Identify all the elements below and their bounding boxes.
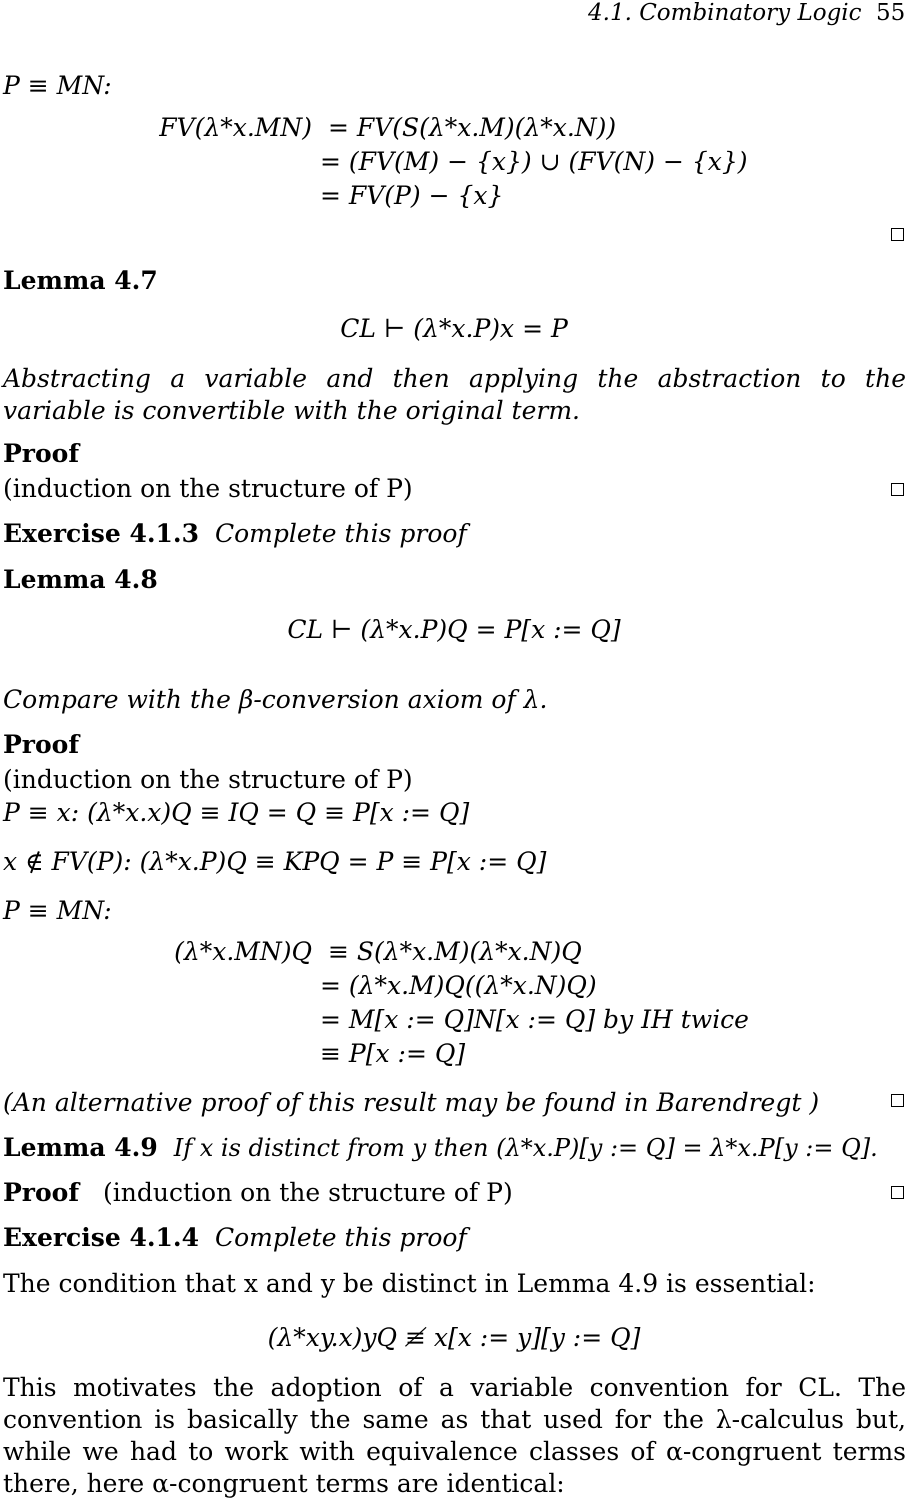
lemma-remark: (An alternative proof of this result may be found in Barendregt ) <box>3 1088 820 1117</box>
proof-line <box>3 1177 513 1209</box>
lemma-formula: CL ⊢ (λ*x.P)x = P <box>340 314 568 343</box>
qed-box <box>891 1094 904 1107</box>
proof-case: x ∉ FV(P): (λ*x.P)Q ≡ KPQ = P ≡ P[x := Q] <box>3 847 547 876</box>
closing-sentence: The condition that x and y be distinct in Lemma 4.9 is essential: <box>3 1269 816 1298</box>
exercise-text: Complete this proof <box>215 519 467 548</box>
lemma-heading: Lemma 4.8 <box>3 565 158 594</box>
exercise-414 <box>3 1222 467 1254</box>
proof-text: (induction on the structure of P) <box>3 474 413 503</box>
exercise-heading: Exercise 4.1.4 <box>3 1223 200 1252</box>
equation-line: = FV(S(λ*x.M)(λ*x.N)) <box>327 113 617 142</box>
equation-lhs: (λ*x.MN)Q <box>174 937 312 966</box>
proof-text: (induction on the structure of P) <box>3 765 413 794</box>
lemma-heading: Lemma 4.7 <box>3 266 158 295</box>
proof-heading: Proof <box>3 1178 80 1207</box>
lemma-statement: Compare with the β-conversion axiom of λ. <box>3 685 548 714</box>
lemma-49 <box>3 1132 878 1164</box>
qed-box <box>891 228 904 241</box>
equation-line: = (FV(M) − {x}) ∪ (FV(N) − {x}) <box>320 147 748 176</box>
equation-line: = FV(P) − {x} <box>320 181 504 210</box>
fv-equation <box>140 112 616 144</box>
closing-formula: (λ*xy.x)yQ ≢ x[x := y][y := Q] <box>267 1323 641 1352</box>
lemma-statement: If x is distinct from y then (λ*x.P)[y := Q] = λ*x.P[y := Q]. <box>173 1134 878 1162</box>
running-title: 4.1. Combinatory Logic <box>588 0 862 26</box>
equation-line: = M[x := Q]N[x := Q] by IH twice <box>320 1005 749 1034</box>
exercise-heading: Exercise 4.1.3 <box>3 519 200 548</box>
equation-line: ≡ S(λ*x.M)(λ*x.N)Q <box>327 937 582 966</box>
equation-lhs: FV(λ*x.MN) <box>159 113 312 142</box>
lemma-statement: Abstracting a variable and then applying the abstraction to the variable is convertible with the original term. <box>3 364 906 425</box>
closing-paragraph: This motivates the adoption of a variable convention for CL. The convention is basically the same as that used for the λ-calculus but, while we had to work with equivalence classes of α-congruent terms there, here α-congruent terms are identical: <box>3 1373 906 1498</box>
equation-line: = (λ*x.M)Q((λ*x.N)Q) <box>320 971 597 1000</box>
proof-heading: Proof <box>3 730 80 759</box>
qed-box <box>891 483 904 496</box>
exercise-text: Complete this proof <box>215 1223 467 1252</box>
case-label: P ≡ MN: <box>3 71 112 100</box>
exercise-413 <box>3 518 467 550</box>
case3-equation <box>140 936 582 968</box>
equation-line: ≡ P[x := Q] <box>320 1039 466 1068</box>
proof-case: P ≡ x: (λ*x.x)Q ≡ IQ = Q ≡ P[x := Q] <box>3 798 470 827</box>
proof-case: P ≡ MN: <box>3 896 112 925</box>
lemma-formula: CL ⊢ (λ*x.P)Q = P[x := Q] <box>287 615 621 644</box>
proof-text: (induction on the structure of P) <box>103 1178 513 1207</box>
qed-box <box>891 1186 904 1199</box>
page-number: 55 <box>876 0 906 26</box>
lemma-heading: Lemma 4.9 <box>3 1133 158 1162</box>
proof-heading: Proof <box>3 439 80 468</box>
